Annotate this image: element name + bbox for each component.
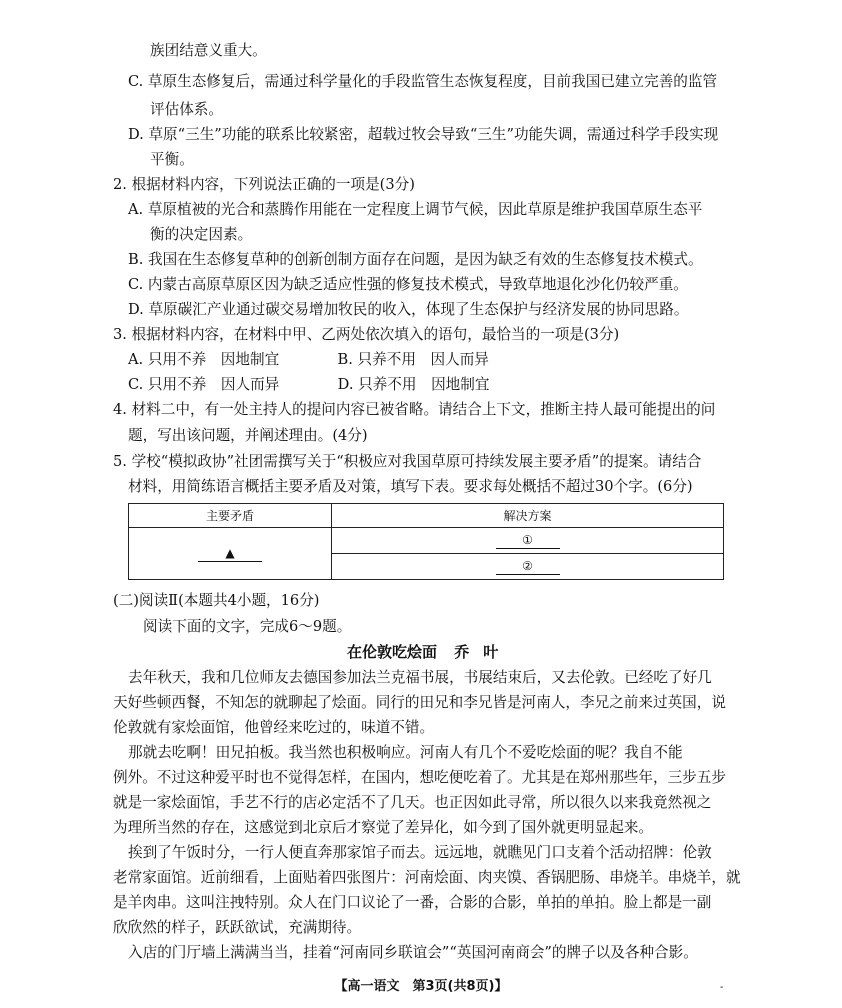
table-header-main-contradiction: 主要矛盾: [129, 504, 332, 528]
article-title: [347, 642, 512, 662]
question-2: 2. 根据材料内容，下列说法正确的一项是(3分): [113, 176, 415, 193]
paragraph-line: 入店的门厅墙上满满当当，挂着“河南同乡联谊会”“英国河南商会”的牌子以及各种合影。: [128, 944, 698, 961]
q3-options-cd: C. 只用不养 因人而异 D. 只养不用 因地制宜: [128, 376, 490, 393]
solution-blank-2: ②: [496, 558, 560, 575]
question-5-line1: 5. 学校“模拟政协”社团需撰写关于“积极应对我国草原可持续发展主要矛盾”的提案。请结合: [113, 453, 702, 470]
solution-cell-2[interactable]: [332, 554, 724, 580]
option-c-line1: C. 草原生态修复后，需通过科学量化的手段监管生态恢复程度，目前我国已建立完善的监管: [128, 73, 718, 90]
page-corner-mark: -: [720, 982, 724, 993]
paragraph-line: 为理所当然的存在，这感觉到北京后才察觉了差异化，如今到了国外就更明显起来。: [113, 819, 653, 836]
q2-option-a-line1: A. 草原植被的光合和蒸腾作用能在一定程度上调节气候，因此草原是维护我国草原生态平: [128, 201, 703, 218]
question-3: 3. 根据材料内容，在材料中甲、乙两处依次填入的语句，最恰当的一项是(3分): [113, 326, 620, 343]
paragraph-line: 是羊肉串。这叫注拽特别。众人在门口议论了一番，合影的合影，单拍的单拍。脸上都是一副: [113, 894, 712, 911]
answer-table: [128, 503, 724, 580]
article-title-text: 在伦敦吃烩面: [347, 643, 438, 661]
text-line: 族团结意义重大。: [150, 42, 267, 59]
q2-option-d: D. 草原碳汇产业通过碳交易增加牧民的收入，体现了生态保护与经济发展的协同思路。: [128, 301, 689, 318]
page-footer: 【高一语文 第3页(共8页)】: [334, 979, 508, 994]
q2-option-b: B. 我国在生态修复草种的创新创制方面存在问题，是因为缺乏有效的生态修复技术模式。: [128, 251, 703, 268]
option-d-line1: D. 草原“三生”功能的联系比较紧密，超载过牧会导致“三生”功能失调，需通过科学手段实现: [128, 126, 719, 143]
question-4-line2: 题，写出该问题，并阐述理由。(4分): [128, 427, 368, 444]
q2-option-c: C. 内蒙古高原草原区因为缺乏适应性强的修复技术模式，导致草地退化沙化仍较严重。: [128, 276, 688, 293]
paragraph-line: 天好些顿西餐，不知怎的就聊起了烩面。同行的田兄和李兄皆是河南人，李兄之前来过英国，说: [113, 694, 726, 711]
section-heading: (二)阅读Ⅱ(本题共4小题，16分): [113, 592, 320, 609]
question-4-line1: 4. 材料二中，有一处主持人的提问内容已被省略。请结合上下文，推断主持人最可能提出的问: [113, 401, 716, 418]
paragraph-line: 欣欣然的样子，跃跃欲试，充满期待。: [113, 919, 362, 936]
paragraph-line: 就是一家烩面馆，手艺不行的店必定活不了几天。也正因如此寻常，所以很久以来我竟然视之: [113, 794, 712, 811]
paragraph-line: 那就去吃啊！田兄拍板。我当然也积极响应。河南人有几个不爱吃烩面的呢？我自不能: [128, 744, 683, 761]
q2-option-a-line2: 衡的决定因素。: [150, 226, 253, 243]
paragraph-line: 例外。不过这种爱平时也不觉得怎样，在国内，想吃便吃着了。尤其是在郑州那些年，三步五步: [113, 769, 726, 786]
table-header-solution: 解决方案: [332, 504, 724, 528]
main-contradiction-cell[interactable]: [129, 528, 332, 580]
reading-instruction: 阅读下面的文字，完成6～9题。: [143, 618, 352, 635]
option-d-line2: 平衡。: [150, 151, 194, 168]
triangle-marker: ▲: [198, 545, 262, 562]
article-author: 乔叶: [454, 643, 513, 661]
solution-cell-1[interactable]: [332, 528, 724, 554]
paragraph-line: 去年秋天，我和几位师友去德国参加法兰克福书展，书展结束后，又去伦敦。已经吃了好几: [128, 669, 712, 686]
paragraph-line: 老常家面馆。近前细看，上面贴着四张图片：河南烩面、肉夹馍、香锅肥肠、串烧羊。串烧羊，就: [113, 869, 741, 886]
q3-options-ab: A. 只用不养 因地制宜 B. 只养不用 因人而异: [128, 351, 489, 368]
paragraph-line: 伦敦就有家烩面馆，他曾经来吃过的，味道不错。: [113, 719, 435, 736]
question-5-line2: 材料，用简练语言概括主要矛盾及对策，填写下表。要求每处概括不超过30个字。(6分): [128, 478, 693, 495]
paragraph-line: 挨到了午饭时分，一行人便直奔那家馆子而去。远远地，就瞧见门口支着个活动招牌：伦敦: [128, 844, 712, 861]
option-c-line2: 评估体系。: [150, 101, 223, 118]
solution-blank-1: ①: [496, 532, 560, 549]
